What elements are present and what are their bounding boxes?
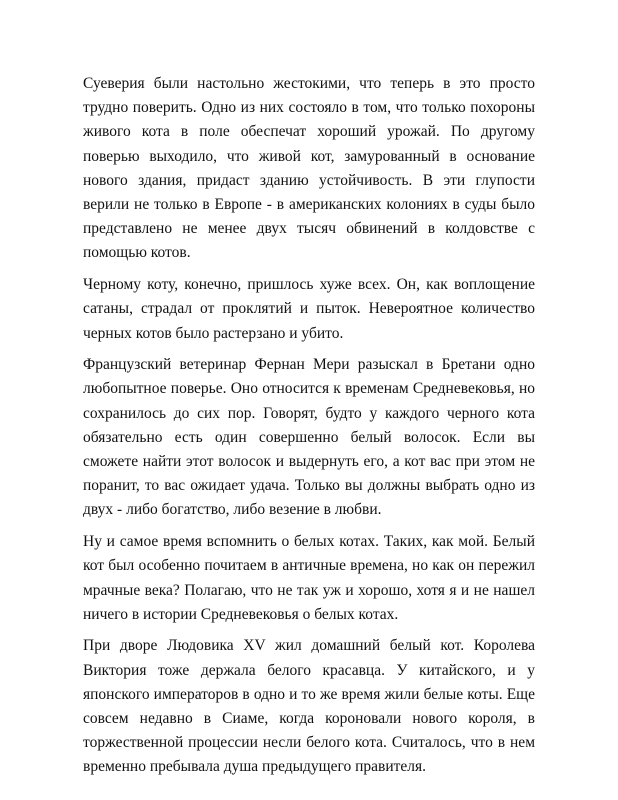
paragraph-brittany-belief: Французский ветеринар Фернан Мери разыскал в Бретани одно любопытное поверье. Оно относится к временам Средневековья, но сохранилось до сих пор. Говорят, будто у каждого черного кота обязательно есть один совершенно белый волосок. Если вы сможете найти этот волосок и выдернуть его, а кот вас при этом не поранит, то вас ожидает удача. Только вы должны выбрать одно из двух - либо богатство, либо везение в любви.	[83, 356, 535, 519]
paragraph-black-cat: Черному коту, конечно, пришлось хуже всех. Он, как воплощение сатаны, страдал от проклятий и пыток. Невероятное количество черных котов было растерзано и убито.	[83, 276, 535, 342]
paragraph-superstitions: Суеверия были настольно жестокими, что теперь в это просто трудно поверить. Одно из них состояло в том, что только похороны живого кота в поле обеспечат хороший урожай. По другому поверью выходило, что живой кот, замурованный в основание нового здания, придаст зданию устойчивость. В эти глупости верили не только в Европе - в американских колониях в суды было представлено не менее двух тысяч обвинений в колдовстве с помощью котов.	[83, 75, 535, 262]
document-body	[83, 72, 535, 787]
paragraph-white-cats: Ну и самое время вспомнить о белых котах. Таких, как мой. Белый кот был особенно почитаем в античные времена, но как он пережил мрачные века? Полагаю, что не так уж и хорошо, хотя я и не нашел ничего в истории Средневековья о белых котах.	[83, 533, 535, 623]
paragraph-royal-white-cats: При дворе Людовика XV жил домашний белый кот. Королева Виктория тоже держала белого красавца. У китайского, и у японского императоров в одно и то же время жили белые коты. Еще совсем недавно в Сиаме, когда короновали нового короля, в торжественной процессии несли белого кота. Считалось, что в нем временно пребывала душа предыдущего правителя.	[83, 637, 535, 776]
